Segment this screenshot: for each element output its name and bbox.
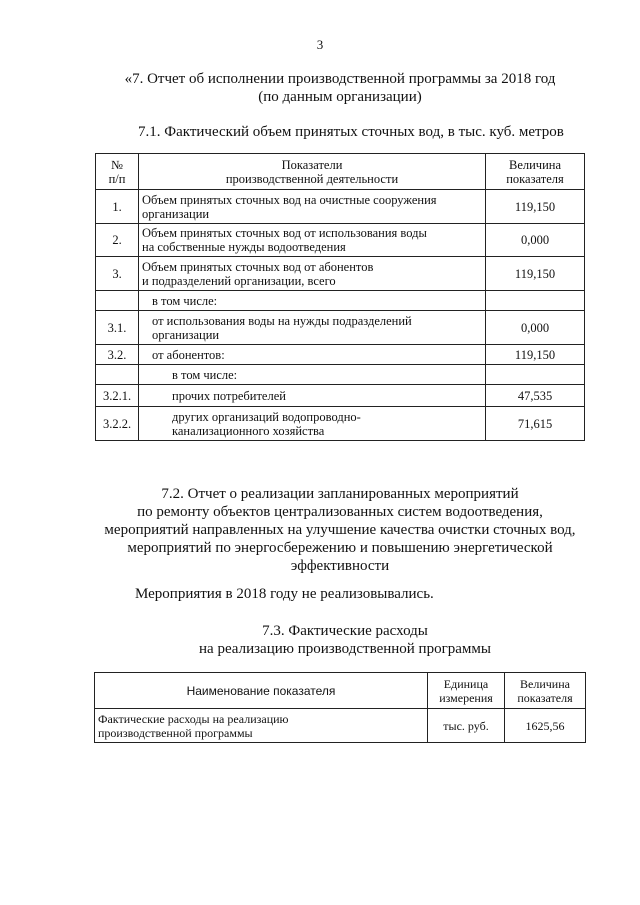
title-line-1: «7. Отчет об исполнении производственной программы за 2018 год [124, 71, 556, 87]
section-7-3-title [145, 622, 545, 658]
row-number: 2. [96, 224, 139, 257]
section-7-2-title [60, 485, 620, 575]
header-indicator: Показатели производственной деятельности [139, 154, 486, 190]
row-indicator: Объем принятых сточных вод на очистные сооружения организации [139, 190, 486, 224]
page-number: 3 [316, 37, 324, 52]
row-indicator: в том числе: [139, 365, 486, 385]
row-number [96, 365, 139, 385]
row-value [486, 365, 585, 385]
section2-line: эффективности [290, 558, 390, 574]
table2-header-row [95, 673, 586, 709]
section2-line: мероприятий направленных на улучшение качества очистки сточных вод, [104, 522, 576, 538]
row-value: 0,000 [486, 311, 585, 345]
table-row [96, 311, 585, 345]
section-7-2-text: Мероприятия в 2018 году не реализовывались. [135, 586, 434, 602]
table-row [96, 407, 585, 441]
table2-row [95, 709, 586, 743]
table1-header-row [96, 154, 585, 190]
expense-value: 1625,56 [505, 709, 586, 743]
row-number: 3. [96, 257, 139, 291]
row-indicator: других организаций водопроводно- канализационного хозяйства [139, 407, 486, 441]
row-indicator: от использования воды на нужды подразделений организации [139, 311, 486, 345]
row-value: 119,150 [486, 190, 585, 224]
expenses-table [94, 672, 586, 743]
table-row [96, 224, 585, 257]
section2-line: мероприятий по энергосбережению и повышению энергетической [127, 540, 553, 556]
row-value: 71,615 [486, 407, 585, 441]
row-number: 1. [96, 190, 139, 224]
row-value: 0,000 [486, 224, 585, 257]
section2-line: 7.2. Отчет о реализации запланированных мероприятий [161, 486, 519, 502]
section-7-1-title: 7.1. Фактический объем принятых сточных вод, в тыс. куб. метров [138, 124, 564, 140]
section3-line: на реализацию производственной программы [199, 641, 491, 657]
table-row [96, 365, 585, 385]
header-number: № п/п [96, 154, 139, 190]
section2-line: по ремонту объектов централизованных систем водоотведения, [137, 504, 543, 520]
header-unit: Единица измерения [428, 673, 505, 709]
header-value: Величина показателя [505, 673, 586, 709]
row-value: 119,150 [486, 345, 585, 365]
table-row [96, 190, 585, 224]
row-value: 119,150 [486, 257, 585, 291]
title-line-2: (по данным организации) [258, 89, 422, 105]
header-value: Величина показателя [486, 154, 585, 190]
sewage-volume-table [95, 153, 585, 441]
header-name: Наименование показателя [95, 673, 428, 709]
row-indicator: прочих потребителей [139, 385, 486, 407]
row-indicator: от абонентов: [139, 345, 486, 365]
row-indicator: Объем принятых сточных вод от использования воды на собственные нужды водоотведения [139, 224, 486, 257]
expense-name: Фактические расходы на реализацию производственной программы [95, 709, 428, 743]
report-title [90, 70, 590, 106]
row-indicator: Объем принятых сточных вод от абонентов и подразделений организации, всего [139, 257, 486, 291]
row-value: 47,535 [486, 385, 585, 407]
row-number [96, 291, 139, 311]
row-number: 3.2.2. [96, 407, 139, 441]
row-number: 3.2. [96, 345, 139, 365]
row-value [486, 291, 585, 311]
row-number: 3.1. [96, 311, 139, 345]
row-number: 3.2.1. [96, 385, 139, 407]
row-indicator: в том числе: [139, 291, 486, 311]
expense-unit: тыс. руб. [428, 709, 505, 743]
table-row [96, 291, 585, 311]
section3-line: 7.3. Фактические расходы [262, 623, 428, 639]
table-row [96, 257, 585, 291]
table-row [96, 345, 585, 365]
table-row [96, 385, 585, 407]
